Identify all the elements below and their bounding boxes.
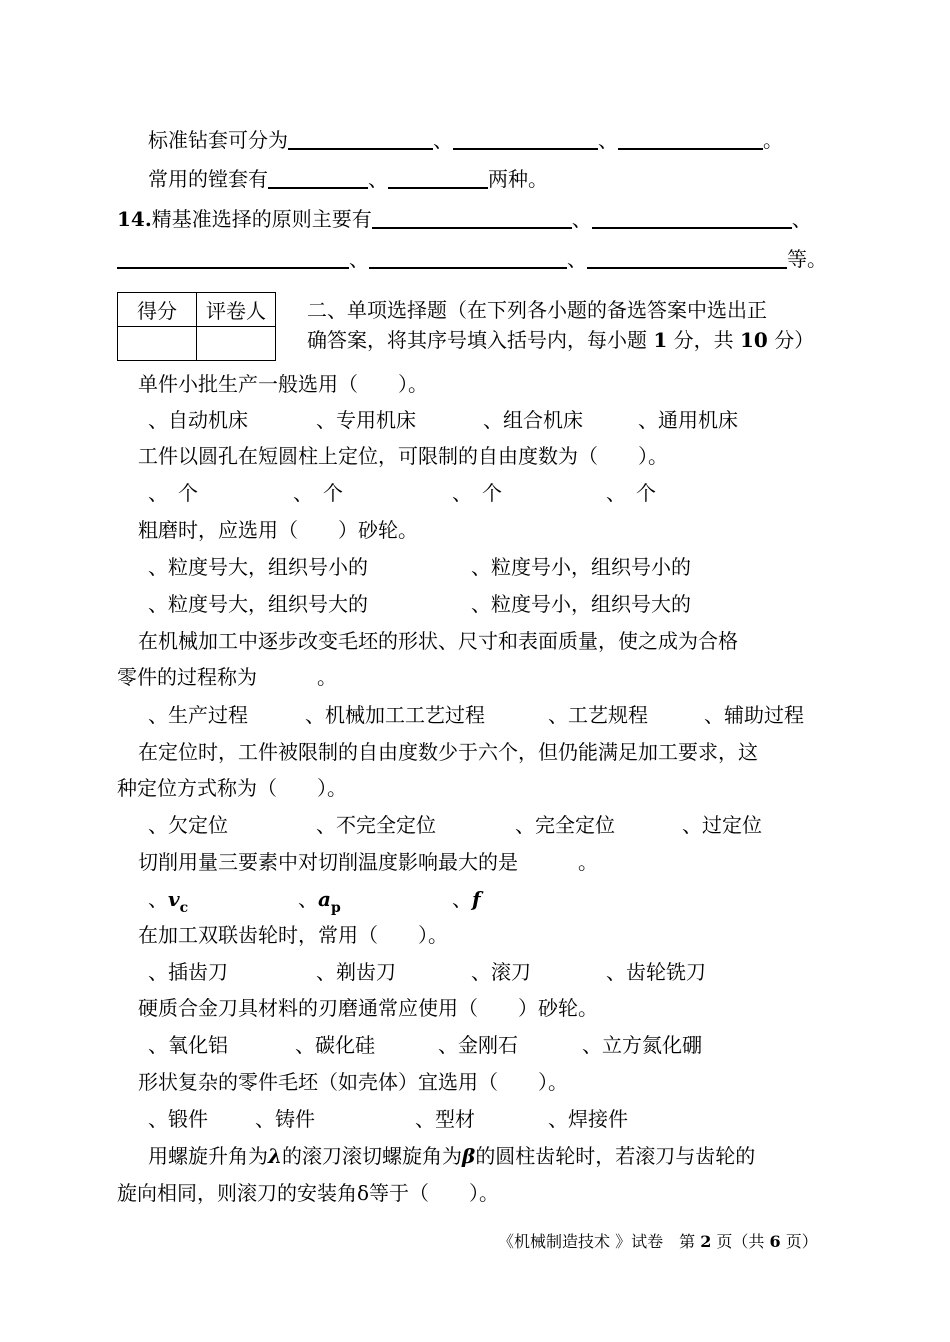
option: 、碳化硅 [295,1033,375,1057]
footer-text: 页（共 [716,1232,765,1251]
symbol-lambda: λ [268,1144,283,1168]
answer-blank [587,247,787,269]
section-heading-text: 确答案，将其序号填入括号内，每小题 [307,328,647,352]
footer-text: 《机械制造技术 》试卷 第 [498,1232,696,1251]
q14-text: 精基准选择的原则主要有 [151,207,372,231]
question-stem: 工件以圆孔在短圆柱上定位，可限制的自由度数为（ ）。 [138,444,668,468]
option: 、 个 [148,481,198,505]
option: 、欠定位 [148,813,228,837]
option: 、过定位 [682,813,762,837]
option: 、粒度号小，组织号大的 [471,592,691,616]
question-stem: 在机械加工中逐步改变毛坯的形状、尺寸和表面质量，使之成为合格 [138,629,738,653]
option-ap [298,887,341,920]
option: 、插齿刀 [148,960,228,984]
score-cell [118,327,197,361]
option: 、 个 [293,481,343,505]
option: 、机械加工工艺过程 [305,703,485,727]
separator: 、 [571,207,592,231]
page-number: 2 [700,1232,712,1251]
answer-blank [117,247,349,269]
option: 、组合机床 [483,408,583,432]
boring-bushing-text: 常用的镗套有 [148,167,268,191]
symbol-v: v [168,887,180,911]
answer-blank [592,207,792,229]
q14-line [117,207,812,231]
drill-bushing-text: 标准钻套可分为 [148,128,288,152]
question-stem-cont: 种定位方式称为（ ）。 [117,776,347,800]
points-per-question: 1 [653,328,668,352]
option: 、辅助过程 [704,703,804,727]
option: 、完全定位 [515,813,615,837]
page-total: 6 [769,1232,781,1251]
boring-bushing-line [148,167,548,191]
score-header: 得分 [118,293,197,327]
option: 、专用机床 [316,408,416,432]
option: 、剃齿刀 [316,960,396,984]
option: 、生产过程 [148,703,248,727]
question-stem: 形状复杂的零件毛坯（如壳体）宜选用（ ）。 [138,1070,568,1094]
section-heading-text: 分） [774,328,815,352]
q14-number: 14. [117,207,152,231]
section-heading-line1: 二、单项选择题（在下列各小题的备选答案中选出正 [307,298,767,322]
separator: 、 [567,247,587,271]
option: 、锻件 [148,1107,208,1131]
separator: 、 [349,247,369,271]
total-points: 10 [740,328,768,352]
option: 、粒度号小，组织号小的 [471,555,691,579]
option: 、齿轮铣刀 [606,960,706,984]
section-heading [307,298,767,322]
option: 、粒度号大，组织号小的 [148,555,368,579]
q14-line-cont [117,247,827,271]
option: 、粒度号大，组织号大的 [148,592,368,616]
question-stem: 单件小批生产一般选用（ ）。 [138,372,428,396]
option: 、焊接件 [548,1107,628,1131]
symbol-a: a [318,887,331,911]
option: 、滚刀 [471,960,531,984]
option: 、型材 [415,1107,475,1131]
subscript-p: p [330,900,341,916]
option: 、金刚石 [438,1033,518,1057]
answer-blank [268,167,368,189]
option-f [452,887,481,911]
q14-end: 等。 [787,247,827,271]
option: 、 个 [452,481,502,505]
period: 。 [763,128,783,152]
symbol-beta: β [462,1144,476,1168]
grader-cell [197,327,276,361]
symbol-f: f [472,887,481,911]
option: 、自动机床 [148,408,248,432]
question-stem: 在定位时，工件被限制的自由度数少于六个，但仍能满足加工要求，这 [138,740,758,764]
stem-text: 的滚刀滚切螺旋角为 [282,1144,463,1168]
option: 、通用机床 [638,408,738,432]
separator: 、 [433,128,453,152]
separator: 、 [598,128,618,152]
option: 、不完全定位 [316,813,436,837]
option: 、工艺规程 [548,703,648,727]
footer-text: 页） [785,1232,818,1251]
score-table [117,292,276,361]
drill-bushing-line [148,128,783,152]
question-stem: 在加工双联齿轮时，常用（ ）。 [138,923,448,947]
question-stem: 硬质合金刀具材料的刃磨通常应使用（ ）砂轮。 [138,996,598,1020]
section-heading-cont [307,328,814,352]
answer-blank [453,128,598,150]
grader-header: 评卷人 [197,293,276,327]
separator: 、 [791,207,812,231]
answer-blank [388,167,488,189]
option: 、氧化铝 [148,1033,228,1057]
stem-text: 的圆柱齿轮时，若滚刀与齿轮的 [475,1144,756,1168]
answer-blank [372,207,572,229]
option: 、立方氮化硼 [582,1033,702,1057]
option: 、 个 [606,481,656,505]
suffix-text: 两种。 [488,167,548,191]
question-stem: 粗磨时，应选用（ ）砂轮。 [138,518,418,542]
question-stem-cont: 零件的过程称为 。 [117,665,337,689]
question-stem [148,1144,755,1168]
question-stem-cont: 旋向相同，则滚刀的安装角δ等于（ ）。 [117,1181,500,1205]
page-footer [498,1230,818,1254]
answer-blank [618,128,763,150]
section-heading-text: 分，共 [673,328,734,352]
answer-blank [288,128,433,150]
option: 、铸件 [255,1107,315,1131]
subscript-c: c [179,900,189,916]
option-marker: 、 [148,887,168,911]
question-stem: 切削用量三要素中对切削温度影响最大的是 。 [138,850,598,874]
answer-blank [369,247,567,269]
separator: 、 [368,167,388,191]
option-marker: 、 [452,887,472,911]
option-marker: 、 [298,887,318,911]
stem-text: 用螺旋升角为 [148,1144,268,1168]
option-vc [148,887,188,920]
